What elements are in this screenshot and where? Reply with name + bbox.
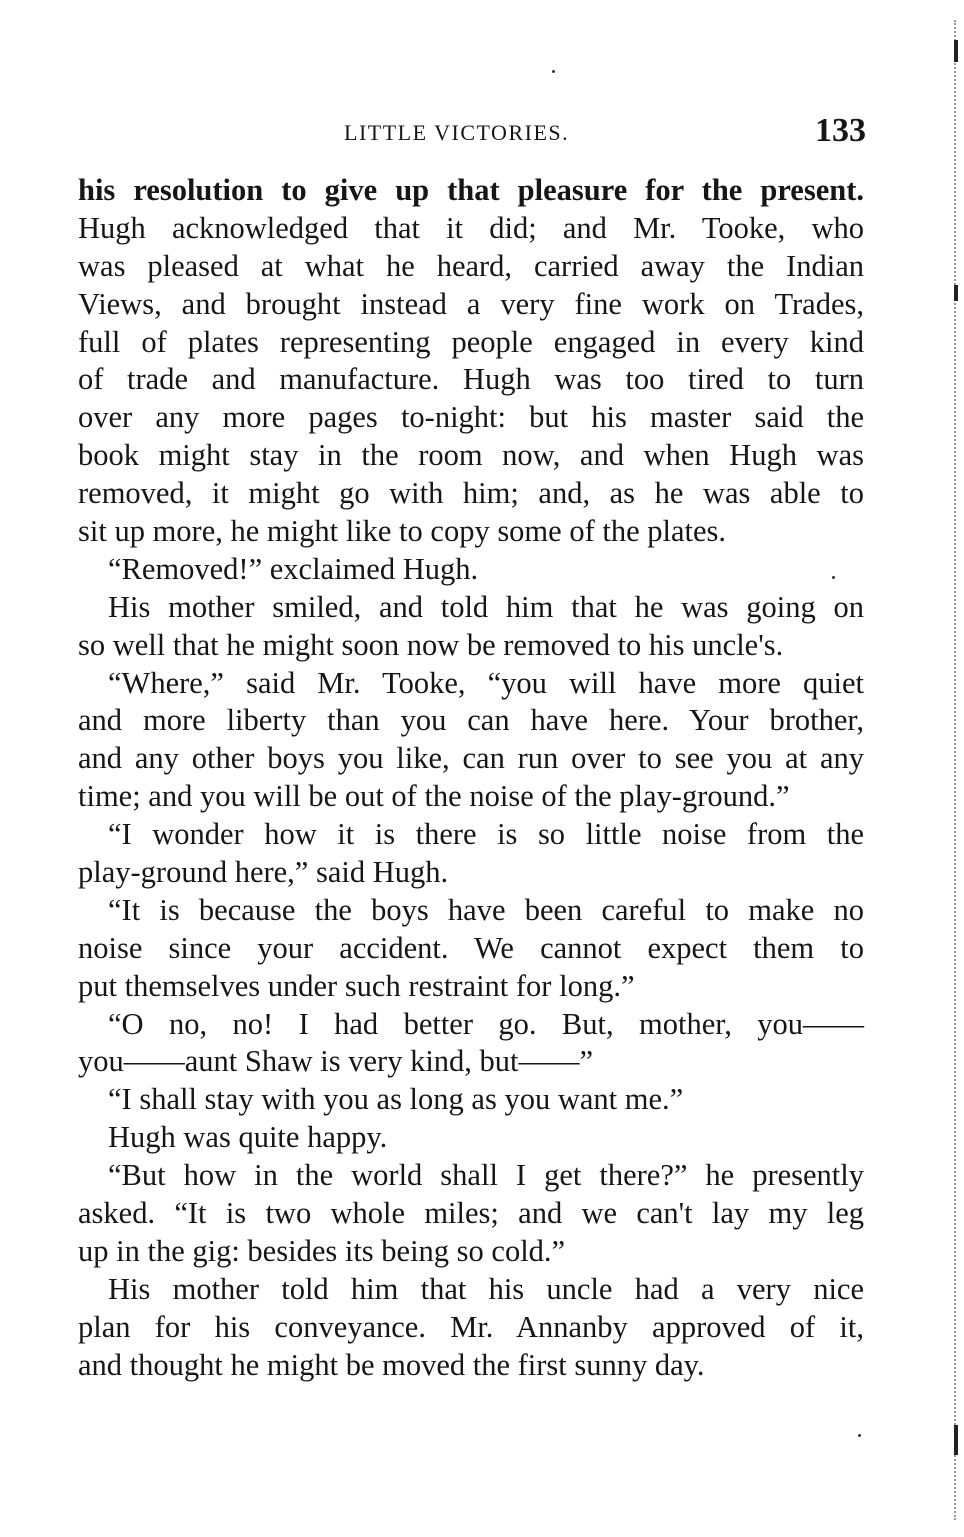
paragraph <box>78 816 864 892</box>
text-line: “I shall stay with you as long as you want me.” <box>108 1082 684 1117</box>
paragraph <box>78 172 864 551</box>
text-line: up in the gig: besides its being so cold.” <box>78 1233 566 1268</box>
text-line: His mother told him that his uncle had a very nice <box>108 1271 864 1306</box>
text-line: and more liberty than you can have here. Your brother, <box>78 703 864 738</box>
text-line: noise since your accident. We cannot expect them to <box>78 930 864 965</box>
text-line: and thought he might be moved the first sunny day. <box>78 1347 705 1382</box>
text-line: was pleased at what he heard, carried away the Indian <box>78 248 864 283</box>
text-line: put themselves under such restraint for long.” <box>78 968 635 1003</box>
text-line: book might stay in the room now, and when Hugh was <box>78 438 864 473</box>
text-line: “But how in the world shall I get there?” he presently <box>108 1158 864 1193</box>
text-line: asked. “It is two whole miles; and we can't lay my leg <box>78 1196 864 1231</box>
text-line: his resolution to give up that pleasure for the present. <box>78 173 864 207</box>
paragraph <box>78 1271 864 1385</box>
text-line: “Where,” said Mr. Tooke, “you will have more quiet <box>108 665 864 700</box>
page-edge <box>952 20 956 1520</box>
edge-mark <box>954 285 958 301</box>
text-line: His mother smiled, and told him that he was going on <box>108 589 864 624</box>
paragraph <box>78 589 864 665</box>
speck <box>858 1434 861 1437</box>
text-line: full of plates representing people engaged in every kind <box>78 324 864 359</box>
text-line: plan for his conveyance. Mr. Annanby approved of it, <box>78 1309 864 1344</box>
text-line: time; and you will be out of the noise of the play-ground.” <box>78 779 790 814</box>
page-header <box>78 112 866 152</box>
paragraph <box>78 665 864 817</box>
paragraph <box>78 892 864 1006</box>
text-line: Views, and brought instead a very fine work on Trades, <box>78 286 864 321</box>
text-line: sit up more, he might like to copy some of the plates. <box>78 514 727 549</box>
speck <box>552 70 555 73</box>
text-line: “It is because the boys have been careful to make no <box>108 892 864 927</box>
text-line: and any other boys you like, can run over to see you at any <box>78 741 864 776</box>
page-number: 133 <box>815 112 866 149</box>
paragraph <box>78 551 864 589</box>
paragraph <box>78 1081 864 1119</box>
running-title: LITTLE VICTORIES. <box>344 120 570 145</box>
text-line: “O no, no! I had better go. But, mother, you—— <box>108 1006 864 1041</box>
text-line: you——aunt Shaw is very kind, but——” <box>78 1044 594 1079</box>
text-line: of trade and manufacture. Hugh was too tired to turn <box>78 362 864 397</box>
text-line: removed, it might go with him; and, as he was able to <box>78 476 864 511</box>
paragraph <box>78 1157 864 1271</box>
body-text <box>78 172 864 1385</box>
edge-mark <box>954 40 958 62</box>
edge-mark <box>954 1425 958 1455</box>
text-line: Hugh acknowledged that it did; and Mr. Tooke, who <box>78 210 864 245</box>
text-line: over any more pages to-night: but his master said the <box>78 400 864 435</box>
text-line: “Removed!” exclaimed Hugh. <box>108 551 479 586</box>
text-line: play-ground here,” said Hugh. <box>78 855 449 890</box>
paragraph <box>78 1006 864 1082</box>
paragraph <box>78 1119 864 1157</box>
text-line: so well that he might soon now be removed to his uncle's. <box>78 627 784 662</box>
text-line: “I wonder how it is there is so little noise from the <box>108 817 864 852</box>
text-line: Hugh was quite happy. <box>108 1120 388 1155</box>
